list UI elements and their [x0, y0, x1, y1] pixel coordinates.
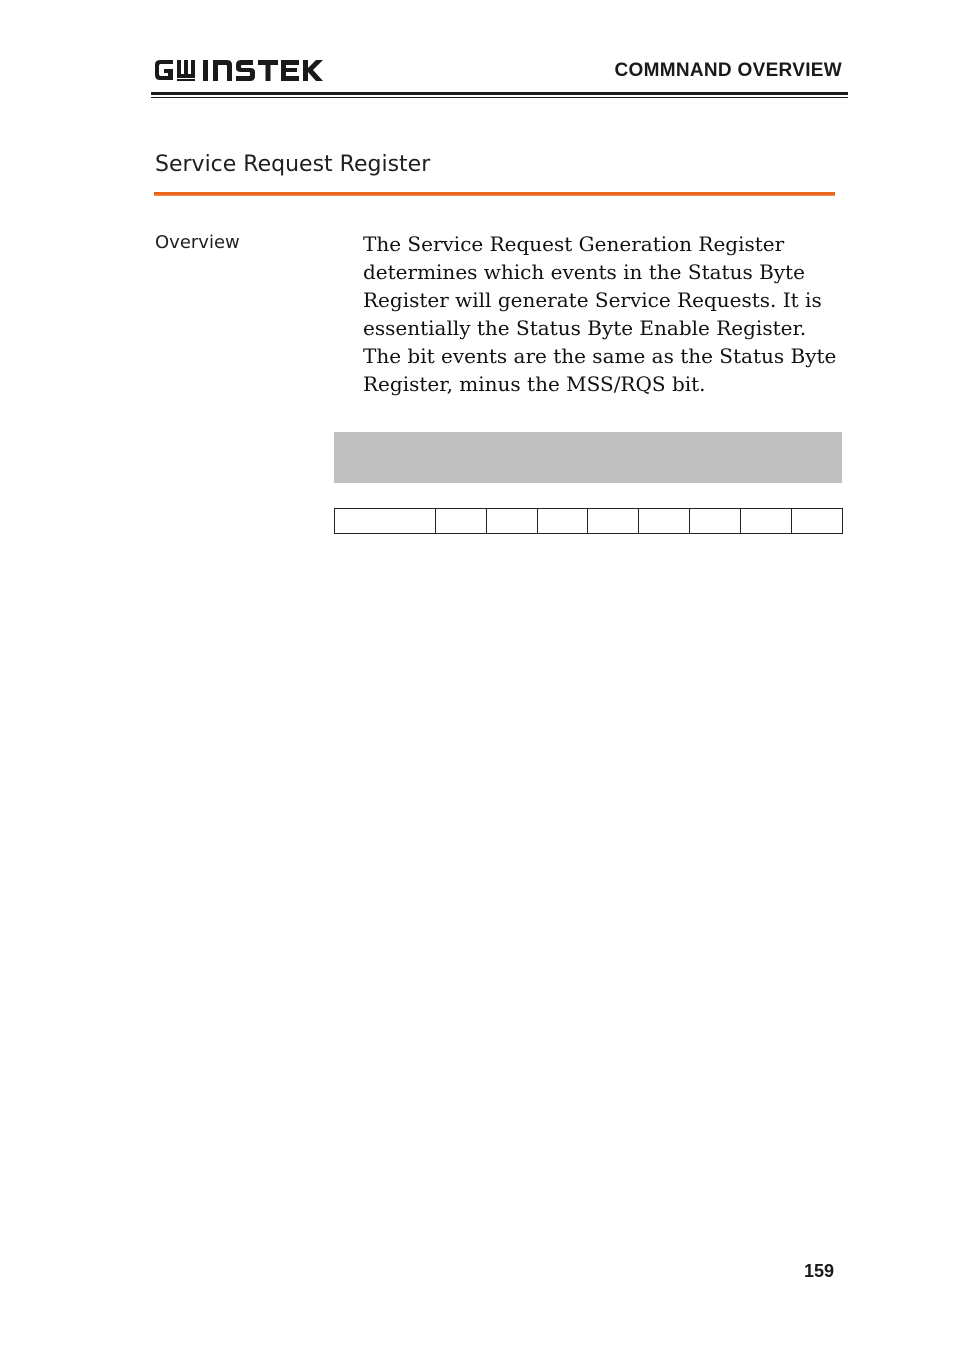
- table-row: [335, 509, 843, 534]
- table-cell: [487, 509, 538, 534]
- overview-label: Overview: [155, 232, 240, 253]
- register-header-band: [334, 432, 842, 483]
- register-bit-table: [334, 508, 843, 534]
- page-title: Service Request Register: [155, 152, 431, 177]
- logo-graphic: [153, 56, 325, 84]
- section-header: COMMNAND OVERVIEW: [614, 60, 842, 81]
- gw-instek-logo: [153, 56, 325, 84]
- table-cell: [792, 509, 843, 534]
- table-cell: [741, 509, 792, 534]
- table-cell: [538, 509, 588, 534]
- table-cell: [639, 509, 690, 534]
- header-divider: [151, 92, 848, 95]
- table-cell: [335, 509, 436, 534]
- table-cell: [436, 509, 487, 534]
- page-number: 159: [803, 1261, 834, 1281]
- table-cell: [588, 509, 639, 534]
- header-divider-thin: [151, 97, 848, 98]
- table-cell: [690, 509, 741, 534]
- title-underline: [154, 192, 835, 196]
- overview-paragraph: The Service Request Generation Register determines which events in the Status Byte Register will generate Service Requests. It is essentially the Status Byte Enable Register. The bit events are the same as the Status Byte Register, minus the MSS/RQS bit.: [363, 232, 837, 396]
